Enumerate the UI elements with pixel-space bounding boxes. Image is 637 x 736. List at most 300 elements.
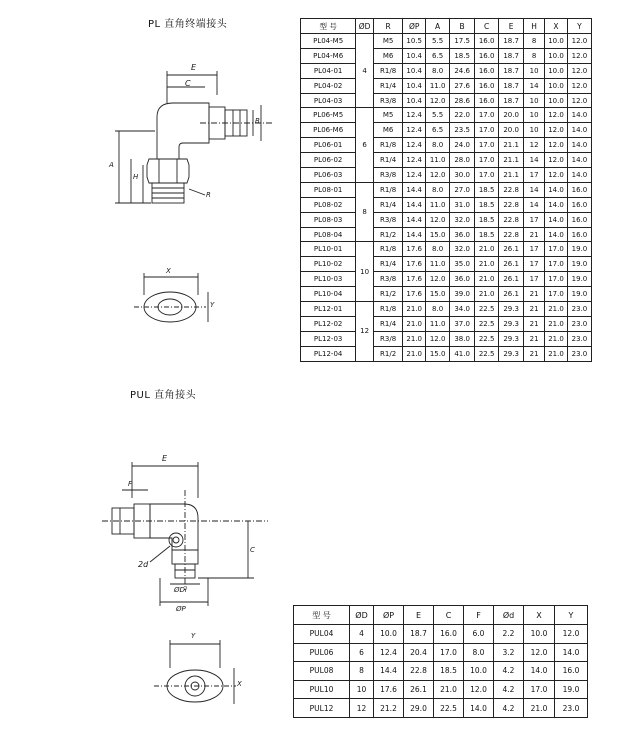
table-cell: 18.7: [499, 93, 524, 108]
table-cell: 12.0: [567, 93, 591, 108]
table-cell: 26.1: [499, 272, 524, 287]
dim-c-label: C: [185, 79, 191, 88]
pl-column-header: ØP: [403, 19, 426, 34]
table-row: [301, 212, 592, 227]
table-cell: 36.0: [450, 272, 475, 287]
table-row: [301, 197, 592, 212]
table-cell: 26.1: [499, 242, 524, 257]
model-cell: PUL08: [294, 662, 350, 681]
table-cell: 14.4: [403, 197, 426, 212]
table-cell: R1/4: [373, 78, 402, 93]
pul-header-row: [294, 606, 588, 625]
table-row: [301, 34, 592, 49]
pl-column-header: A: [426, 19, 450, 34]
table-row: [301, 182, 592, 197]
table-cell: 22.5: [475, 331, 499, 346]
table-cell: 21.0: [475, 287, 499, 302]
table-row: [294, 699, 588, 718]
model-cell: PL12-04: [301, 346, 356, 361]
pul-top-view-drawing: [150, 630, 250, 725]
model-cell: PL06-03: [301, 168, 356, 183]
table-cell: 23.0: [555, 699, 588, 718]
table-cell: 21.0: [434, 680, 464, 699]
table-cell: 26.1: [499, 287, 524, 302]
model-cell: PL12-03: [301, 331, 356, 346]
model-cell: PL10-02: [301, 257, 356, 272]
pul-column-header: C: [434, 606, 464, 625]
table-cell: 29.0: [404, 699, 434, 718]
table-cell: 10: [524, 123, 545, 138]
table-cell: 17.0: [545, 287, 568, 302]
table-cell: 6.5: [426, 48, 450, 63]
dim-p-label: ØP: [176, 605, 186, 613]
tube-od-cell: 12: [356, 302, 374, 362]
table-cell: M6: [373, 123, 402, 138]
table-cell: 22.8: [499, 212, 524, 227]
table-cell: 23.0: [567, 346, 591, 361]
table-cell: 18.7: [499, 34, 524, 49]
table-cell: 17.0: [475, 123, 499, 138]
pl-header-row: [301, 19, 592, 34]
table-cell: 23.0: [567, 302, 591, 317]
tube-od-cell: 6: [356, 108, 374, 182]
table-cell: 15.0: [426, 346, 450, 361]
table-cell: 17: [524, 257, 545, 272]
table-cell: 2.2: [494, 625, 524, 644]
table-cell: 12.0: [426, 168, 450, 183]
table-cell: 29.3: [499, 316, 524, 331]
pul-column-header: ØD: [350, 606, 374, 625]
tube-od-cell: 8: [356, 182, 374, 242]
table-cell: 22.8: [499, 227, 524, 242]
table-cell: 3.2: [494, 643, 524, 662]
table-cell: 10: [524, 63, 545, 78]
table-cell: 21.0: [403, 346, 426, 361]
table-cell: 4: [350, 625, 374, 644]
dim-dl-label: ØDl: [174, 586, 187, 594]
model-cell: PL06-02: [301, 153, 356, 168]
table-cell: 14: [524, 153, 545, 168]
table-cell: 12.0: [567, 63, 591, 78]
model-cell: PL04-03: [301, 93, 356, 108]
table-cell: 19.0: [567, 242, 591, 257]
table-cell: 36.0: [450, 227, 475, 242]
table-cell: 12.0: [545, 168, 568, 183]
table-cell: 17.0: [434, 643, 464, 662]
table-cell: 32.0: [450, 212, 475, 227]
table-cell: 21: [524, 227, 545, 242]
table-cell: 17.0: [475, 108, 499, 123]
table-cell: 30.0: [450, 168, 475, 183]
pl-column-header: Y: [567, 19, 591, 34]
table-cell: 14.0: [555, 643, 588, 662]
table-cell: 21.0: [403, 316, 426, 331]
table-row: [301, 93, 592, 108]
table-cell: 14.0: [524, 662, 555, 681]
table-cell: 21.1: [499, 153, 524, 168]
tube-od-cell: 10: [356, 242, 374, 302]
table-cell: 17.0: [475, 153, 499, 168]
table-cell: 14.0: [567, 123, 591, 138]
table-cell: 21: [524, 346, 545, 361]
table-cell: R3/8: [373, 272, 402, 287]
model-cell: PL04-M5: [301, 34, 356, 49]
model-cell: PL12-01: [301, 302, 356, 317]
table-cell: 21.0: [475, 242, 499, 257]
table-cell: 14.0: [545, 197, 568, 212]
table-cell: 21.1: [499, 168, 524, 183]
table-cell: 14: [524, 197, 545, 212]
table-cell: 17.0: [475, 168, 499, 183]
table-cell: 22.5: [434, 699, 464, 718]
table-row: [301, 63, 592, 78]
table-row: [301, 168, 592, 183]
pul-section-title: PUL 直角接头: [130, 390, 197, 401]
table-cell: 21.0: [545, 302, 568, 317]
table-cell: 16.0: [567, 227, 591, 242]
table-cell: 14.0: [567, 153, 591, 168]
dim-e-label: E: [191, 63, 197, 72]
table-cell: 16.0: [475, 48, 499, 63]
table-cell: M5: [373, 108, 402, 123]
pul-column-header: X: [524, 606, 555, 625]
model-cell: PL10-04: [301, 287, 356, 302]
table-cell: 19.0: [567, 272, 591, 287]
table-cell: 19.0: [567, 287, 591, 302]
table-cell: 17.5: [450, 34, 475, 49]
table-cell: 16.0: [567, 182, 591, 197]
table-cell: 8: [524, 34, 545, 49]
table-cell: 10.5: [403, 34, 426, 49]
table-cell: 8.0: [426, 242, 450, 257]
table-cell: M5: [373, 34, 402, 49]
table-cell: 12.4: [403, 153, 426, 168]
table-cell: 12.0: [555, 625, 588, 644]
model-cell: PUL12: [294, 699, 350, 718]
table-cell: 18.5: [475, 197, 499, 212]
table-cell: 20.0: [499, 108, 524, 123]
dim-c-label: C: [250, 546, 255, 554]
table-cell: 26.1: [404, 680, 434, 699]
table-cell: 24.6: [450, 63, 475, 78]
table-cell: 19.0: [555, 680, 588, 699]
table-cell: 12.4: [403, 168, 426, 183]
table-cell: 17: [524, 168, 545, 183]
table-cell: 12.0: [426, 331, 450, 346]
table-cell: 17.6: [403, 257, 426, 272]
table-cell: 14.0: [567, 108, 591, 123]
table-cell: 20.4: [404, 643, 434, 662]
table-cell: 6.5: [426, 123, 450, 138]
table-cell: 23.5: [450, 123, 475, 138]
table-cell: 23.0: [567, 316, 591, 331]
model-cell: PL06-M5: [301, 108, 356, 123]
table-cell: 38.0: [450, 331, 475, 346]
table-cell: 10: [350, 680, 374, 699]
table-cell: R1/2: [373, 346, 402, 361]
table-cell: 4.2: [494, 680, 524, 699]
dim-b-label: B: [255, 117, 260, 125]
model-cell: PL08-03: [301, 212, 356, 227]
pul-elbow-drawing: [98, 450, 278, 620]
table-row: [294, 625, 588, 644]
table-row: [301, 257, 592, 272]
table-cell: 18.7: [499, 48, 524, 63]
table-cell: R1/8: [373, 182, 402, 197]
table-cell: 17.0: [545, 242, 568, 257]
table-cell: 14.4: [403, 212, 426, 227]
pul-column-header: 型 号: [294, 606, 350, 625]
table-cell: 21: [524, 316, 545, 331]
pl-elbow-drawing: [105, 55, 280, 215]
table-cell: M6: [373, 48, 402, 63]
table-cell: 21.2: [374, 699, 404, 718]
table-row: [301, 108, 592, 123]
table-cell: 28.0: [450, 153, 475, 168]
table-cell: 16.0: [567, 212, 591, 227]
pl-column-header: R: [373, 19, 402, 34]
table-cell: 16.0: [475, 93, 499, 108]
table-cell: 10.4: [403, 93, 426, 108]
table-cell: 21: [524, 287, 545, 302]
table-cell: 21.0: [545, 316, 568, 331]
table-row: [301, 287, 592, 302]
table-cell: 41.0: [450, 346, 475, 361]
table-cell: 28.6: [450, 93, 475, 108]
model-cell: PL08-01: [301, 182, 356, 197]
table-cell: 18.7: [404, 625, 434, 644]
dim-2d-label: 2d: [138, 560, 149, 569]
table-cell: 16.0: [567, 197, 591, 212]
pl-column-header: H: [524, 19, 545, 34]
table-cell: 4.2: [494, 662, 524, 681]
table-cell: 17.0: [545, 257, 568, 272]
pul-spec-table: [293, 605, 588, 718]
table-row: [301, 227, 592, 242]
table-cell: 15.0: [426, 227, 450, 242]
table-cell: 27.0: [450, 182, 475, 197]
table-row: [294, 680, 588, 699]
pul-column-header: F: [464, 606, 494, 625]
table-cell: 19.0: [567, 257, 591, 272]
table-cell: 22.5: [475, 316, 499, 331]
table-cell: R1/2: [373, 287, 402, 302]
model-cell: PL06-01: [301, 138, 356, 153]
pul-column-header: E: [404, 606, 434, 625]
dim-e-label: E: [162, 454, 168, 463]
table-cell: 17: [524, 212, 545, 227]
table-cell: 32.0: [450, 242, 475, 257]
table-cell: 10: [524, 93, 545, 108]
table-cell: 21.0: [475, 257, 499, 272]
pl-column-header: E: [499, 19, 524, 34]
table-cell: R1/4: [373, 316, 402, 331]
table-cell: 20.0: [499, 123, 524, 138]
pl-spec-table: [300, 18, 592, 362]
table-cell: 10.0: [374, 625, 404, 644]
table-cell: 10.0: [545, 63, 568, 78]
table-cell: 14.0: [545, 227, 568, 242]
model-cell: PL10-03: [301, 272, 356, 287]
table-cell: 11.0: [426, 197, 450, 212]
table-cell: 14.0: [567, 138, 591, 153]
table-cell: 18.5: [475, 182, 499, 197]
table-cell: 6.0: [464, 625, 494, 644]
table-cell: 10.0: [545, 34, 568, 49]
table-cell: 14.4: [403, 227, 426, 242]
table-cell: 14.4: [374, 662, 404, 681]
table-cell: 16.0: [555, 662, 588, 681]
table-cell: 6: [350, 643, 374, 662]
table-row: [301, 153, 592, 168]
model-cell: PL04-01: [301, 63, 356, 78]
pul-column-header: Y: [555, 606, 588, 625]
table-cell: R1/8: [373, 242, 402, 257]
table-cell: 14.0: [464, 699, 494, 718]
table-cell: 21.0: [403, 331, 426, 346]
table-cell: R1/4: [373, 257, 402, 272]
table-cell: 8: [350, 662, 374, 681]
dim-y-label: Y: [210, 301, 215, 309]
table-cell: 35.0: [450, 257, 475, 272]
pl-column-header: X: [545, 19, 568, 34]
model-cell: PL04-M6: [301, 48, 356, 63]
model-cell: PL10-01: [301, 242, 356, 257]
table-cell: 12.0: [524, 643, 555, 662]
table-cell: 34.0: [450, 302, 475, 317]
table-cell: R3/8: [373, 168, 402, 183]
table-cell: 16.0: [434, 625, 464, 644]
table-cell: 22.0: [450, 108, 475, 123]
table-cell: 21.0: [475, 272, 499, 287]
table-cell: 17: [524, 272, 545, 287]
table-cell: 8.0: [426, 138, 450, 153]
table-cell: 16.0: [475, 34, 499, 49]
table-cell: R3/8: [373, 331, 402, 346]
table-cell: 14.0: [545, 182, 568, 197]
dim-x-label: X: [237, 680, 242, 688]
table-cell: 22.8: [404, 662, 434, 681]
table-cell: 14.4: [403, 182, 426, 197]
tube-od-cell: 4: [356, 34, 374, 108]
dim-h-label: H: [133, 173, 139, 181]
table-cell: 15.0: [426, 287, 450, 302]
table-row: [301, 138, 592, 153]
pl-section-title: PL 直角终端接头: [148, 19, 228, 30]
table-row: [301, 346, 592, 361]
pul-column-header: Ød: [494, 606, 524, 625]
table-cell: 17.0: [524, 680, 555, 699]
table-cell: 21.0: [403, 302, 426, 317]
table-cell: 8: [524, 48, 545, 63]
table-cell: 16.0: [475, 63, 499, 78]
pul-column-header: ØP: [374, 606, 404, 625]
table-cell: 21.0: [524, 699, 555, 718]
table-cell: 4.2: [494, 699, 524, 718]
table-cell: 12: [524, 138, 545, 153]
table-cell: 31.0: [450, 197, 475, 212]
model-cell: PUL04: [294, 625, 350, 644]
table-cell: 10: [524, 108, 545, 123]
table-cell: 8.0: [426, 63, 450, 78]
table-row: [301, 242, 592, 257]
table-cell: 21: [524, 302, 545, 317]
table-cell: R1/8: [373, 63, 402, 78]
table-cell: 11.0: [426, 153, 450, 168]
table-cell: 22.8: [499, 182, 524, 197]
table-cell: 17.6: [403, 272, 426, 287]
table-cell: 5.5: [426, 34, 450, 49]
table-cell: 14.0: [545, 212, 568, 227]
table-cell: 11.0: [426, 257, 450, 272]
table-cell: 18.7: [499, 78, 524, 93]
pl-column-header: B: [450, 19, 475, 34]
table-cell: 39.0: [450, 287, 475, 302]
table-row: [301, 272, 592, 287]
table-cell: 24.0: [450, 138, 475, 153]
table-cell: 12.0: [567, 48, 591, 63]
table-cell: 37.0: [450, 316, 475, 331]
table-cell: 18.5: [475, 227, 499, 242]
table-cell: 10.0: [545, 48, 568, 63]
table-cell: 8.0: [426, 302, 450, 317]
table-row: [301, 316, 592, 331]
table-cell: 14.0: [567, 168, 591, 183]
model-cell: PL06-M6: [301, 123, 356, 138]
table-cell: 12.0: [545, 138, 568, 153]
table-cell: 5.5: [426, 108, 450, 123]
table-cell: 17.6: [403, 242, 426, 257]
dim-y-label: Y: [191, 632, 196, 640]
table-cell: 17.6: [403, 287, 426, 302]
table-cell: 10.4: [403, 48, 426, 63]
table-cell: 12.0: [545, 108, 568, 123]
table-cell: 29.3: [499, 346, 524, 361]
dim-r-label: R: [206, 191, 211, 199]
table-cell: 12.0: [426, 93, 450, 108]
table-cell: 12.0: [426, 212, 450, 227]
table-cell: 23.0: [567, 331, 591, 346]
pl-column-header: C: [475, 19, 499, 34]
table-cell: 8.0: [426, 182, 450, 197]
model-cell: PL04-02: [301, 78, 356, 93]
table-row: [301, 302, 592, 317]
table-cell: R1/2: [373, 227, 402, 242]
table-cell: 12: [350, 699, 374, 718]
table-cell: 17.0: [475, 138, 499, 153]
table-cell: 12.0: [426, 272, 450, 287]
table-cell: 12.4: [403, 123, 426, 138]
table-cell: 10.0: [524, 625, 555, 644]
table-row: [301, 331, 592, 346]
table-cell: R3/8: [373, 93, 402, 108]
table-cell: 16.0: [475, 78, 499, 93]
table-cell: R1/4: [373, 153, 402, 168]
table-cell: 12.4: [374, 643, 404, 662]
table-cell: 10.0: [545, 78, 568, 93]
table-cell: 21.0: [545, 331, 568, 346]
table-cell: 10.4: [403, 78, 426, 93]
table-cell: 12.0: [545, 123, 568, 138]
table-row: [301, 123, 592, 138]
table-cell: 18.5: [434, 662, 464, 681]
pl-top-view-drawing: [130, 265, 220, 340]
table-cell: 11.0: [426, 78, 450, 93]
table-cell: 17.0: [545, 272, 568, 287]
model-cell: PUL10: [294, 680, 350, 699]
table-row: [294, 643, 588, 662]
table-cell: 14: [524, 78, 545, 93]
